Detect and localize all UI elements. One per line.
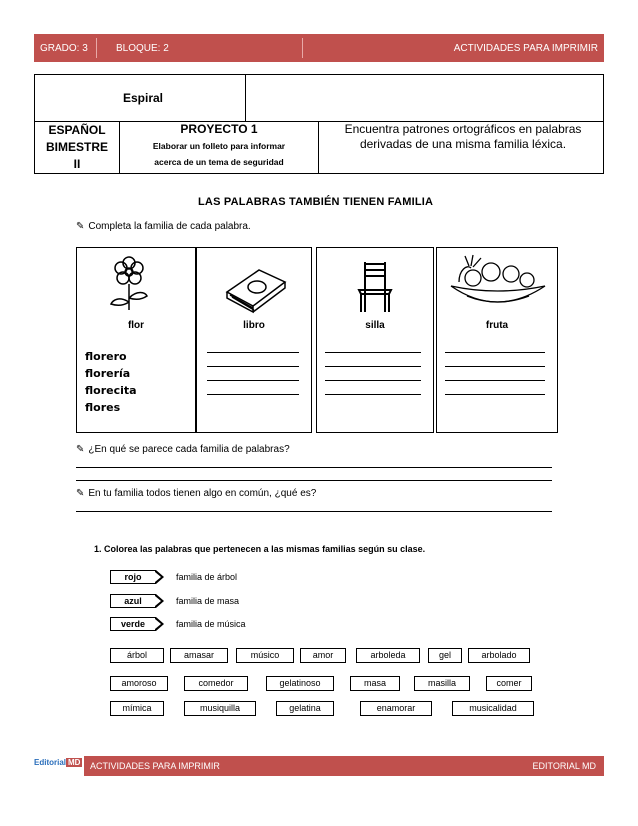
answer-line — [325, 394, 421, 395]
word-box[interactable]: gelatina — [276, 701, 334, 716]
block-label: BLOQUE: 2 — [116, 43, 169, 54]
arrow-icon — [156, 570, 164, 584]
header-bar — [34, 34, 604, 62]
word-box[interactable]: mímica — [110, 701, 164, 716]
family-box-fruta — [436, 247, 558, 433]
arrow-icon — [156, 617, 164, 631]
subject-bimester: BIMESTRE — [45, 140, 108, 154]
word-box[interactable]: comer — [486, 676, 532, 691]
table-divider — [318, 121, 319, 173]
project-title: PROYECTO 1 — [180, 122, 258, 136]
exercise-instruction: 1. Colorea las palabras que pertenecen a las mismas familias según su clase. — [94, 544, 426, 554]
editorial-logo — [34, 758, 82, 767]
family-word: flor — [127, 320, 145, 331]
chair-icon — [317, 252, 435, 314]
answer-line — [445, 366, 545, 367]
word-box[interactable]: amasar — [170, 648, 228, 663]
family-word: libro — [243, 320, 265, 331]
footer-right-label: EDITORIAL MD — [532, 761, 596, 771]
question-text: En tu familia todos tienen algo en común, ¿qué es? — [88, 488, 317, 499]
subject-name: ESPAÑOL — [48, 123, 106, 137]
word-box[interactable]: árbol — [110, 648, 164, 663]
header-right-label: ACTIVIDADES PARA IMPRIMIR — [453, 43, 598, 54]
logo-mark: MD — [68, 758, 81, 767]
pencil-icon: ✎ — [76, 221, 85, 232]
answer-line — [207, 366, 299, 367]
word-box[interactable]: arboleda — [356, 648, 420, 663]
word-box[interactable]: masilla — [414, 676, 470, 691]
legend-desc: familia de masa — [176, 596, 240, 606]
answer-line — [76, 511, 552, 512]
family-member: florecita — [85, 384, 137, 397]
footer — [34, 756, 604, 776]
legend-desc: familia de árbol — [176, 572, 238, 582]
table-divider — [245, 75, 246, 121]
question-1 — [76, 444, 290, 455]
question-2 — [76, 488, 316, 499]
legend-desc: familia de música — [176, 619, 246, 629]
answer-line — [325, 352, 421, 353]
answer-line — [207, 352, 299, 353]
family-member: florería — [85, 367, 131, 380]
answer-line — [325, 366, 421, 367]
subject-cell — [35, 122, 119, 174]
answer-line — [207, 394, 299, 395]
legend-tag-azul: azul — [110, 594, 156, 608]
answer-line — [207, 380, 299, 381]
legend-tag-rojo: rojo — [110, 570, 156, 584]
answer-line — [445, 394, 545, 395]
question-text: ¿En qué se parece cada familia de palabras? — [88, 444, 290, 455]
spiral-label: Espiral — [123, 91, 164, 105]
word-box[interactable]: arbolado — [468, 648, 530, 663]
header-divider — [96, 38, 97, 58]
info-table — [34, 74, 604, 174]
book-icon — [197, 252, 313, 314]
project-cell — [120, 122, 318, 174]
fruit-basket-icon — [437, 252, 559, 314]
pencil-icon: ✎ — [76, 488, 85, 499]
word-box[interactable]: enamorar — [360, 701, 432, 716]
worksheet-title: LAS PALABRAS TAMBIÉN TIENEN FAMILIA — [198, 196, 434, 208]
instruction — [76, 221, 251, 232]
subject-number: II — [73, 157, 81, 171]
footer-bar — [84, 756, 604, 776]
logo-text: Editorial — [34, 758, 67, 767]
word-box[interactable]: comedor — [184, 676, 248, 691]
family-word: fruta — [485, 320, 509, 331]
word-box[interactable]: gelatinoso — [266, 676, 334, 691]
flower-icon — [77, 252, 197, 314]
flor-family-list — [85, 348, 137, 416]
word-box[interactable]: amoroso — [110, 676, 168, 691]
pencil-icon: ✎ — [76, 444, 85, 455]
family-box-libro — [196, 247, 312, 433]
legend-tag-verde: verde — [110, 617, 156, 631]
arrow-icon — [156, 594, 164, 608]
family-member: florero — [85, 350, 127, 363]
family-box-flor — [76, 247, 196, 433]
word-box[interactable]: musicalidad — [452, 701, 534, 716]
project-line: acerca de un tema de seguridad — [154, 157, 284, 167]
word-box[interactable]: músico — [236, 648, 294, 663]
family-member: flores — [85, 401, 121, 414]
word-box[interactable]: masa — [350, 676, 400, 691]
word-box[interactable]: musiquilla — [184, 701, 256, 716]
answer-line — [445, 380, 545, 381]
answer-line — [76, 467, 552, 468]
instruction-text: Completa la familia de cada palabra. — [88, 221, 251, 232]
word-box[interactable]: gel — [428, 648, 462, 663]
header-divider — [302, 38, 303, 58]
footer-left-label: ACTIVIDADES PARA IMPRIMIR — [90, 761, 220, 771]
description-cell: Encuentra patrones ortográficos en palabras derivadas de una misma familia léxica. — [344, 122, 582, 151]
project-line: Elaborar un folleto para informar — [152, 141, 286, 151]
answer-line — [325, 380, 421, 381]
family-word: silla — [365, 320, 385, 331]
family-box-silla — [316, 247, 434, 433]
answer-line — [445, 352, 545, 353]
answer-line — [76, 480, 552, 481]
grade-label: GRADO: 3 — [40, 43, 88, 54]
word-box[interactable]: amor — [300, 648, 346, 663]
